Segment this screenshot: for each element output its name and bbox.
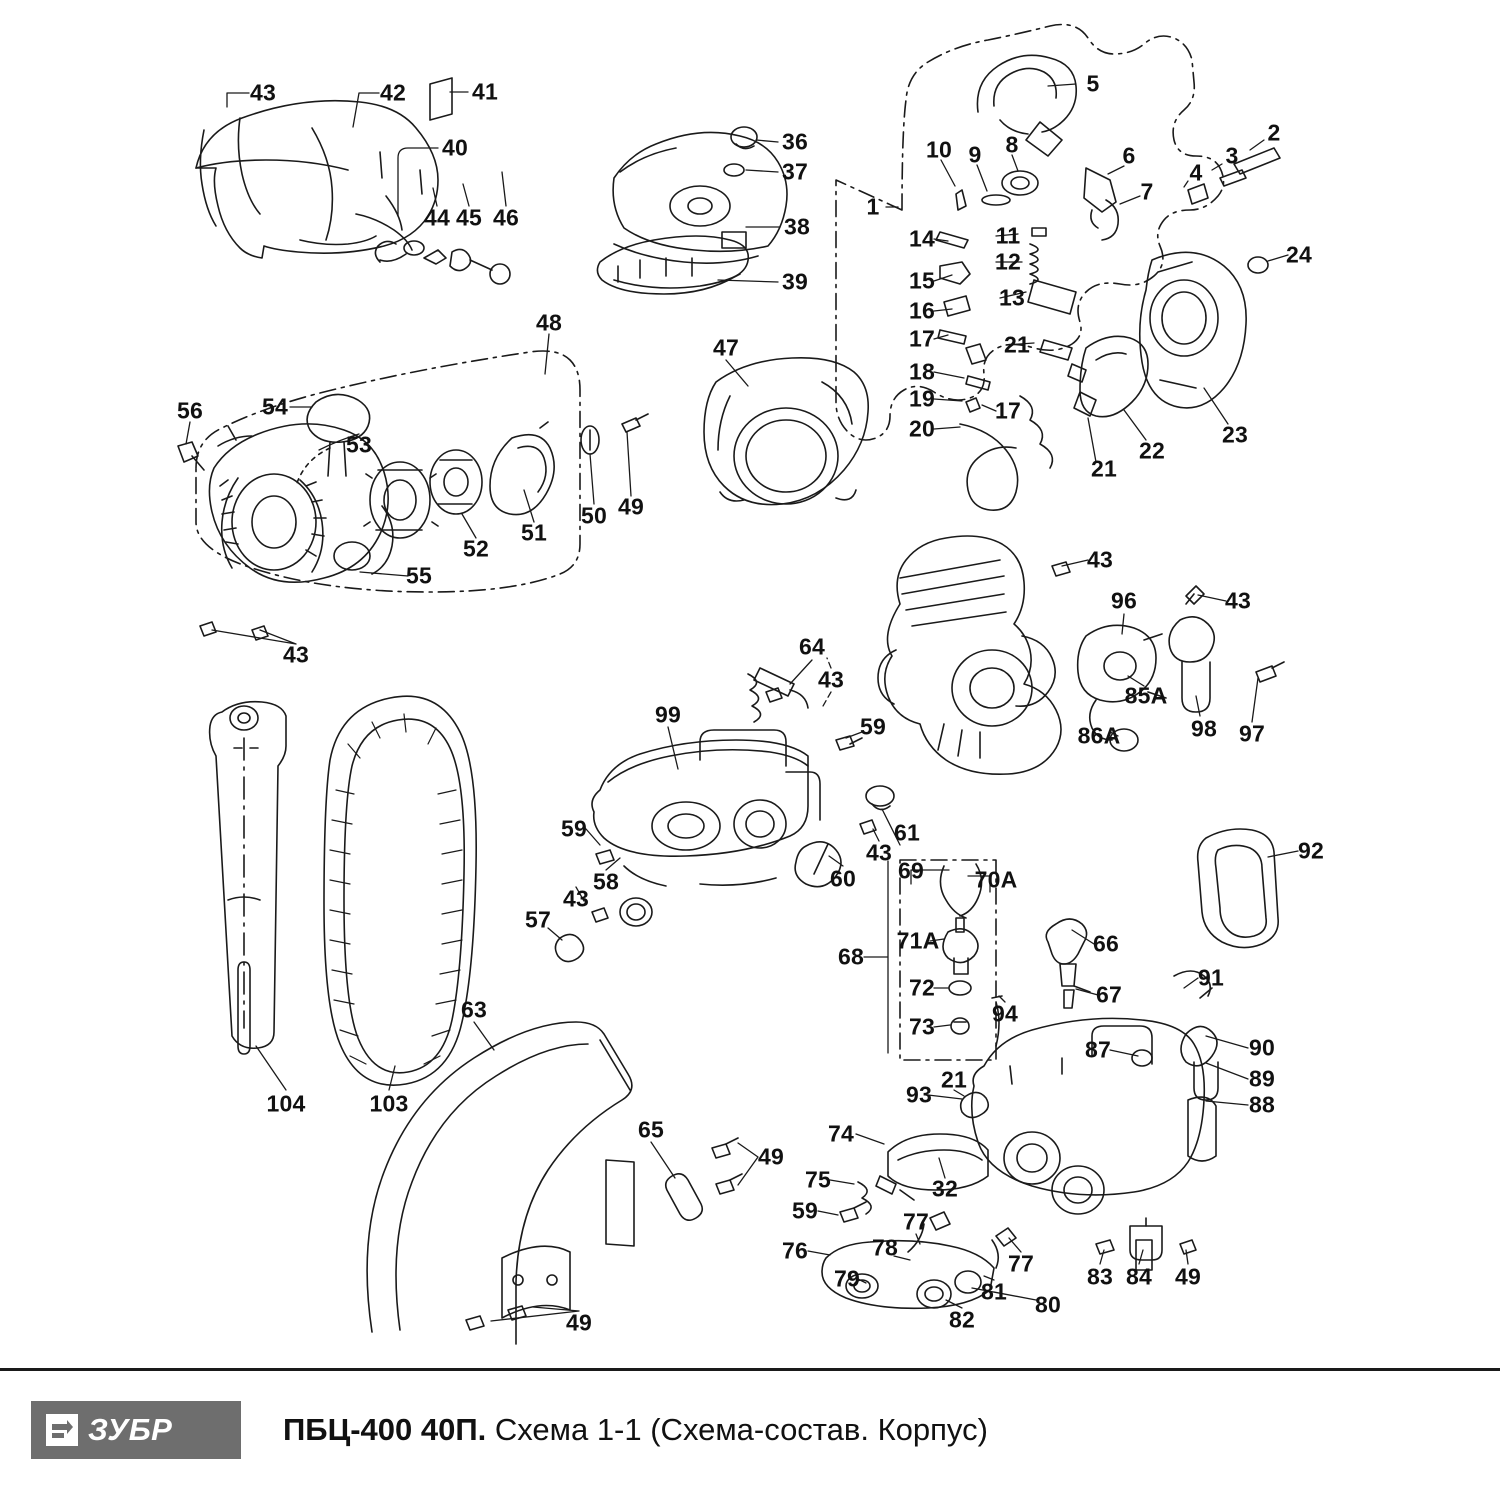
callout-number: 42 xyxy=(380,79,406,106)
callout-number: 97 xyxy=(1239,720,1265,747)
callout-number: 61 xyxy=(894,819,920,846)
part-87-93-21-small xyxy=(961,971,1218,1161)
callout-number: 18 xyxy=(909,358,935,385)
callout-number: 84 xyxy=(1126,1263,1152,1290)
callout-number: 13 xyxy=(999,284,1025,311)
part-filter-cover xyxy=(597,127,787,294)
callout-number: 46 xyxy=(493,204,519,231)
part-8-9-10-small xyxy=(956,171,1038,210)
callout-number: 22 xyxy=(1139,437,1165,464)
footer-caption xyxy=(283,1412,988,1448)
callout-number: 103 xyxy=(369,1090,409,1117)
footer-bar xyxy=(0,1368,1500,1500)
part-47-fan-housing xyxy=(704,358,868,505)
callout-number: 90 xyxy=(1249,1034,1275,1061)
callout-number: 73 xyxy=(909,1013,935,1040)
callout-number: 37 xyxy=(782,158,808,185)
callout-number: 47 xyxy=(713,334,739,361)
callout-number: 68 xyxy=(838,943,864,970)
callout-number: 40 xyxy=(442,134,468,161)
callout-number: 94 xyxy=(992,1000,1018,1027)
callout-number: 5 xyxy=(1086,70,1100,97)
callout-number: 77 xyxy=(903,1208,929,1235)
part-51-spring xyxy=(490,422,554,515)
callout-number: 43 xyxy=(818,666,844,693)
part-60-61-43-fasteners xyxy=(555,688,894,962)
callout-number: 43 xyxy=(563,885,589,912)
part-handle-bar-63 xyxy=(367,1022,634,1344)
callout-number: 20 xyxy=(909,415,935,442)
callout-number: 75 xyxy=(805,1166,831,1193)
callout-number: 44 xyxy=(424,204,450,231)
callout-number: 43 xyxy=(1087,546,1113,573)
part-71A-72-73 xyxy=(943,929,978,1034)
callout-number: 67 xyxy=(1096,981,1122,1008)
callout-number: 104 xyxy=(266,1090,306,1117)
callout-number: 96 xyxy=(1111,587,1137,614)
part-98-97-fittings xyxy=(1052,562,1284,712)
part-11-12-spring xyxy=(1030,228,1046,284)
callout-number: 54 xyxy=(262,393,288,420)
callout-number: 82 xyxy=(949,1306,975,1333)
callout-number: 77 xyxy=(1008,1250,1034,1277)
callout-number: 99 xyxy=(655,701,681,728)
part-guide-bar-104 xyxy=(210,702,286,1054)
callout-number: 49 xyxy=(566,1309,592,1336)
callout-number: 98 xyxy=(1191,715,1217,742)
callout-number: 91 xyxy=(1198,964,1224,991)
callout-number: 32 xyxy=(932,1175,958,1202)
group-outline-48 xyxy=(196,351,580,592)
callout-number: 6 xyxy=(1122,142,1136,169)
brand-logo xyxy=(31,1401,241,1459)
callout-number: 43 xyxy=(250,79,276,106)
callout-number: 56 xyxy=(177,397,203,424)
callout-number: 7 xyxy=(1140,178,1154,205)
group-outline-1 xyxy=(836,25,1224,441)
callout-number: 58 xyxy=(593,868,619,895)
part-50-49-fasteners xyxy=(178,414,648,640)
part-6-7-lever xyxy=(1084,168,1118,240)
callout-number: 4 xyxy=(1189,159,1203,186)
callout-number: 17 xyxy=(995,397,1021,424)
callout-number: 85A xyxy=(1124,682,1168,709)
callout-number: 89 xyxy=(1249,1065,1275,1092)
part-engine xyxy=(878,536,1061,774)
part-13-plate xyxy=(1028,280,1076,314)
callout-number: 2 xyxy=(1267,119,1281,146)
callout-number: 78 xyxy=(872,1234,898,1261)
brand-name: ЗУБР xyxy=(88,1412,173,1447)
part-92-cover xyxy=(1198,829,1279,948)
callout-number: 79 xyxy=(834,1265,860,1292)
callout-number: 76 xyxy=(782,1237,808,1264)
callout-number: 12 xyxy=(995,248,1021,275)
callout-number: 48 xyxy=(536,309,562,336)
part-front-handle-5 xyxy=(977,55,1076,156)
callout-number: 49 xyxy=(758,1143,784,1170)
callout-number: 3 xyxy=(1225,142,1239,169)
part-chain-103 xyxy=(324,696,476,1085)
part-66-67-cap xyxy=(1046,919,1090,1008)
callout-number: 92 xyxy=(1298,837,1324,864)
callout-number: 87 xyxy=(1085,1036,1111,1063)
callout-number: 38 xyxy=(784,213,810,240)
callout-number: 9 xyxy=(968,141,982,168)
callout-number: 36 xyxy=(782,128,808,155)
callout-number: 71A xyxy=(896,927,940,954)
callout-number: 49 xyxy=(618,493,644,520)
callout-number: 63 xyxy=(461,996,487,1023)
arrow-in-square-icon xyxy=(45,1413,79,1447)
footer-divider xyxy=(0,1368,1500,1371)
callout-number: 86A xyxy=(1077,722,1121,749)
callout-number: 51 xyxy=(521,519,547,546)
callout-number: 16 xyxy=(909,297,935,324)
callout-number: 17 xyxy=(909,325,935,352)
callout-number: 8 xyxy=(1005,131,1019,158)
callout-number: 50 xyxy=(581,502,607,529)
callout-number: 60 xyxy=(830,865,856,892)
callout-number: 65 xyxy=(638,1116,664,1143)
callout-number: 59 xyxy=(860,713,886,740)
callout-number: 11 xyxy=(995,222,1021,249)
callout-number: 72 xyxy=(909,974,935,1001)
part-41-plate xyxy=(430,78,452,120)
callout-number: 64 xyxy=(799,633,825,660)
callout-number: 24 xyxy=(1286,241,1312,268)
callout-number: 41 xyxy=(472,78,498,105)
callout-number: 45 xyxy=(456,204,482,231)
callout-number: 55 xyxy=(406,562,432,589)
part-65-pin xyxy=(666,1174,703,1221)
part-64-spring xyxy=(748,668,808,722)
callout-number: 21 xyxy=(1004,331,1030,358)
callout-number: 69 xyxy=(898,857,924,884)
callout-number: 74 xyxy=(828,1120,854,1147)
callout-number: 15 xyxy=(909,267,935,294)
callout-number: 52 xyxy=(463,535,489,562)
callout-number: 59 xyxy=(561,815,587,842)
callout-number: 57 xyxy=(525,906,551,933)
part-52-pulley xyxy=(364,450,482,538)
callout-number: 1 xyxy=(866,193,880,220)
scheme-label: Схема 1-1 (Схема-состав. Корпус) xyxy=(494,1412,988,1447)
callout-number: 19 xyxy=(909,385,935,412)
callout-number: 23 xyxy=(1222,421,1248,448)
callout-number: 21 xyxy=(941,1066,967,1093)
callout-number: 81 xyxy=(981,1278,1007,1305)
callout-number: 80 xyxy=(1035,1291,1061,1318)
callout-number: 66 xyxy=(1093,930,1119,957)
callout-number: 43 xyxy=(283,641,309,668)
callout-number: 14 xyxy=(909,225,935,252)
part-top-cover xyxy=(196,101,510,284)
model-label: ПБЦ-400 40П. xyxy=(283,1412,487,1447)
callout-number: 70A xyxy=(974,866,1018,893)
callout-number: 59 xyxy=(792,1197,818,1224)
callout-number: 88 xyxy=(1249,1091,1275,1118)
callout-number: 21 xyxy=(1091,455,1117,482)
part-crankcase-99 xyxy=(592,730,820,926)
part-49-screws-bottom xyxy=(466,1138,742,1330)
callout-number: 83 xyxy=(1087,1263,1113,1290)
callout-number: 53 xyxy=(346,431,372,458)
callout-number: 49 xyxy=(1175,1263,1201,1290)
callout-number: 10 xyxy=(926,136,952,163)
callout-number: 39 xyxy=(782,268,808,295)
callout-number: 93 xyxy=(906,1081,932,1108)
callout-number: 43 xyxy=(1225,587,1251,614)
callout-number: 43 xyxy=(866,839,892,866)
